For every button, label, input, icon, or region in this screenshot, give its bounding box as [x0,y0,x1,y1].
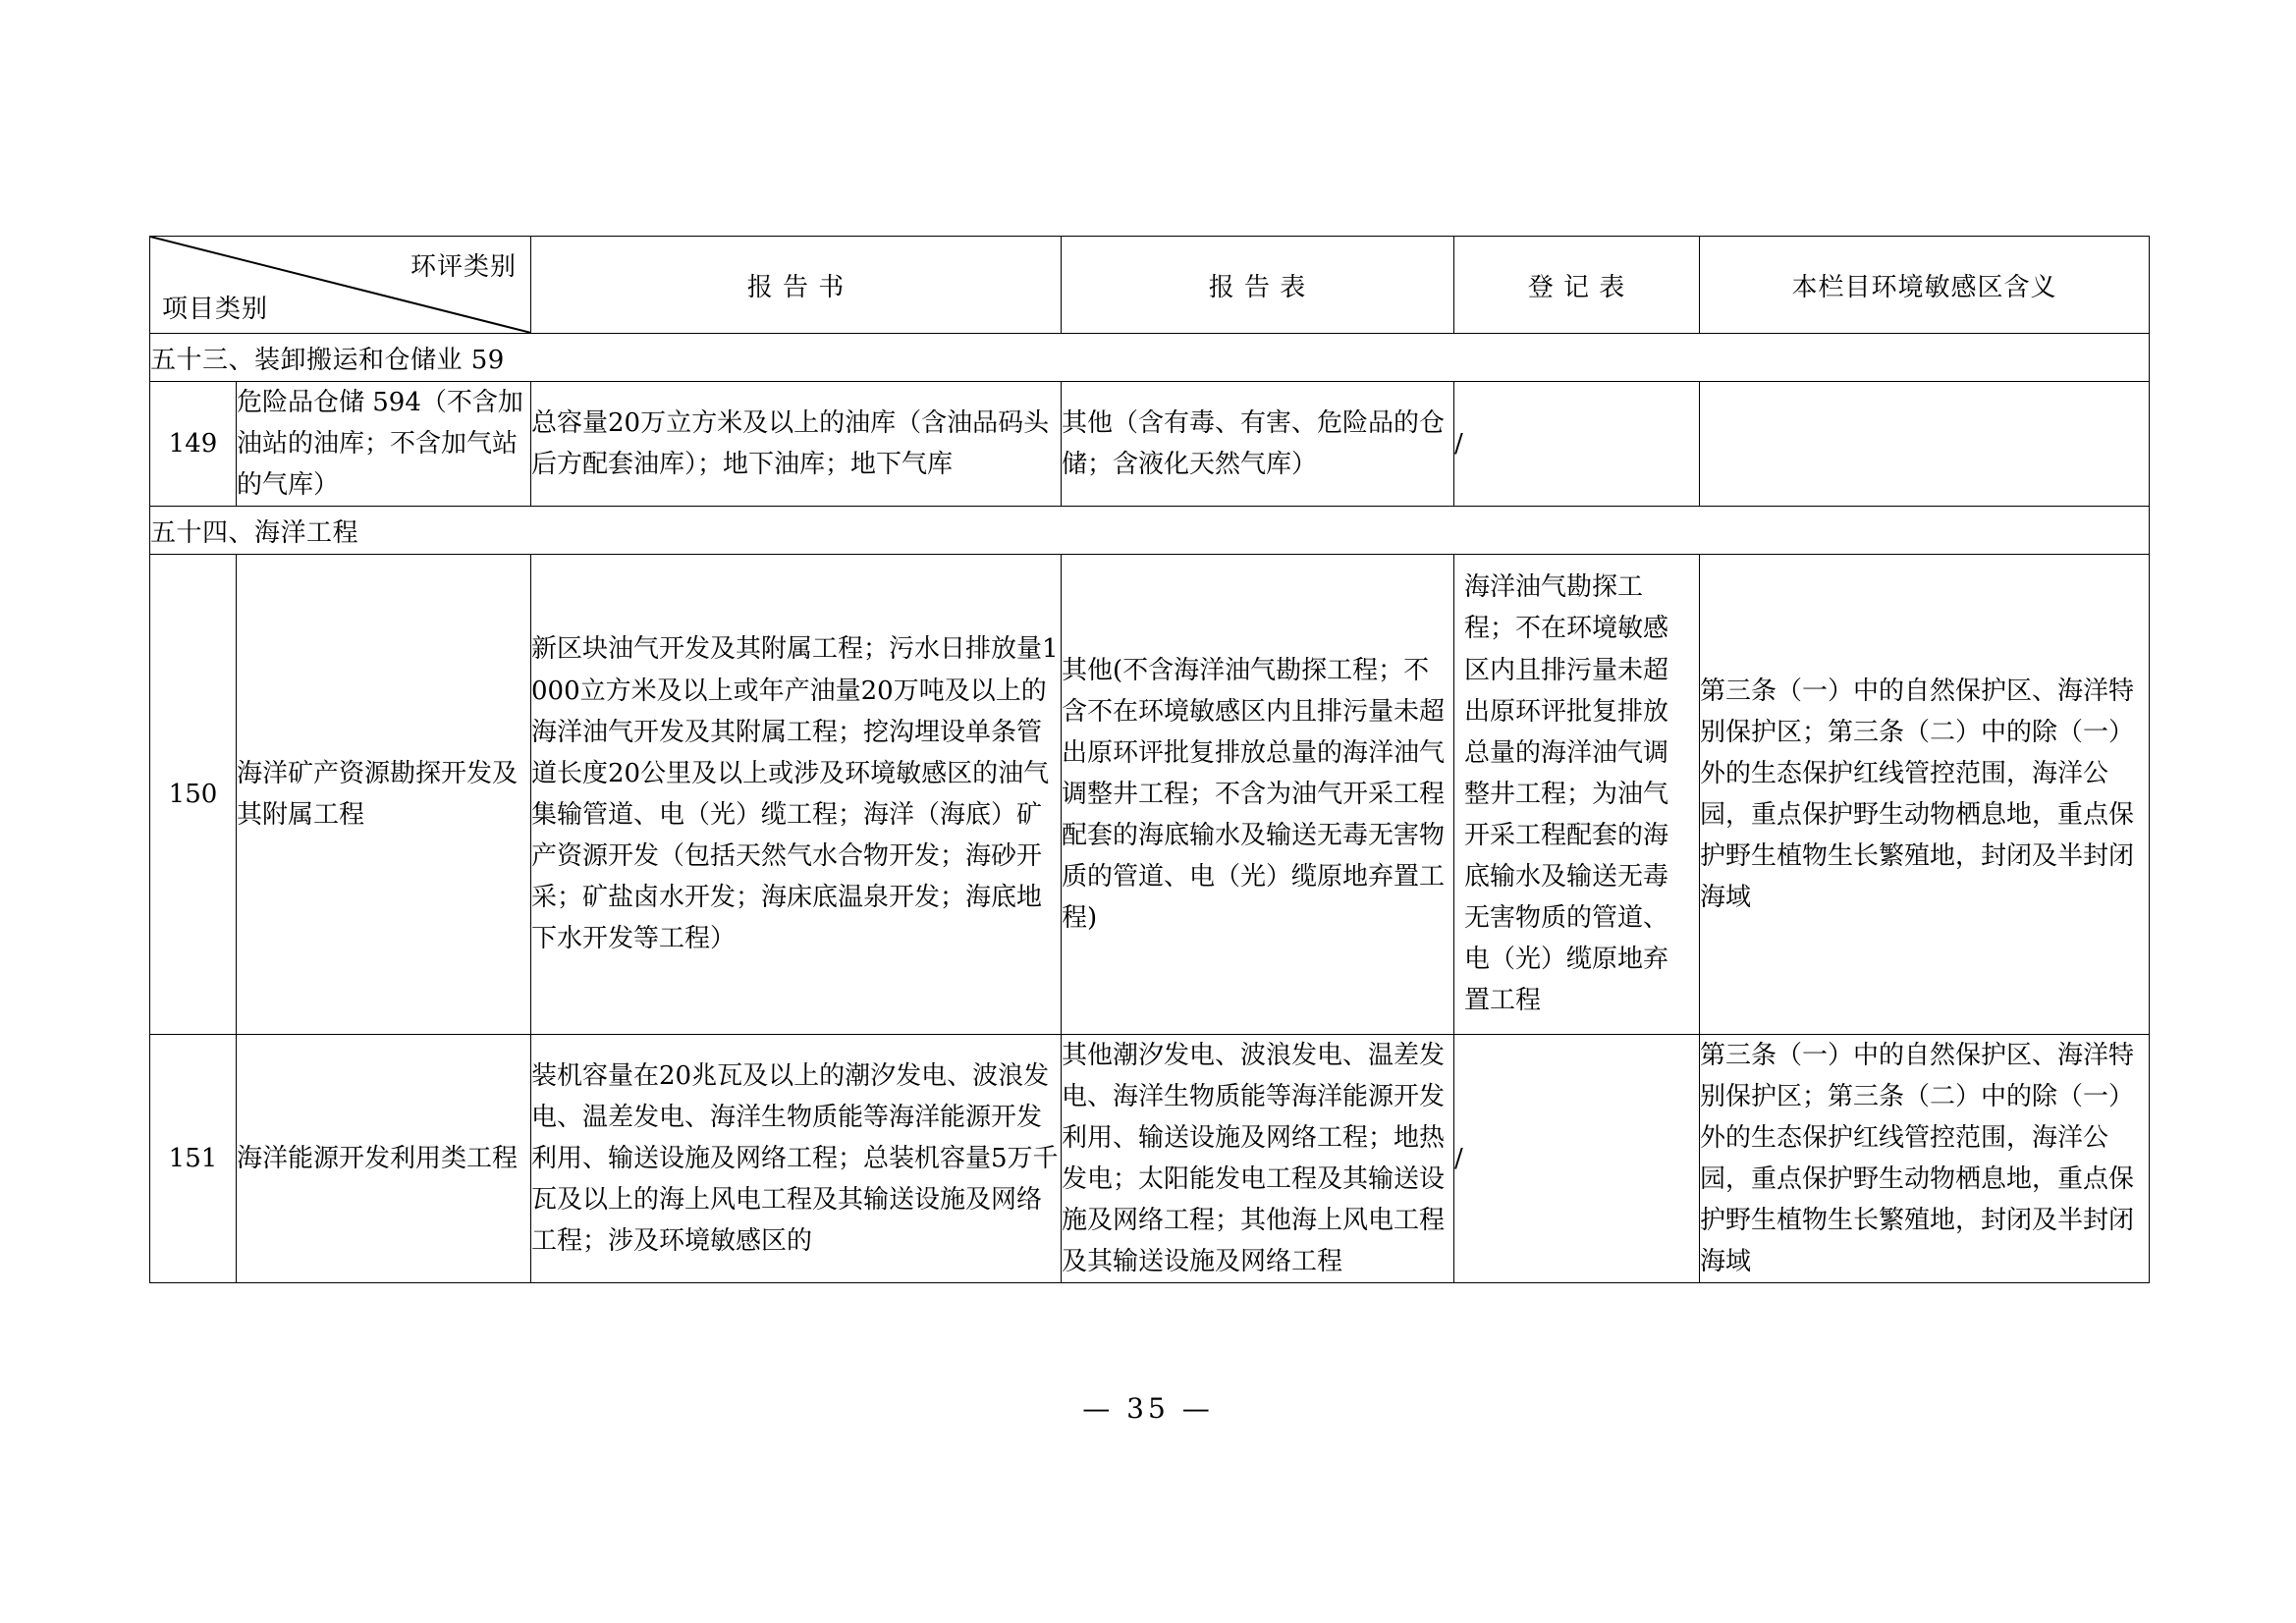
section-band-row [150,334,2150,382]
header-col-sensitive-area-meaning: 本栏目环境敏感区含义 [1700,237,2150,334]
table-row [150,382,2150,507]
section-band-row [150,507,2150,555]
header-col-registration-form: 登 记 表 [1454,237,1700,334]
header-split-corner-cell [150,237,531,334]
catalog-table-wrapper [149,236,2149,1283]
table-row [150,1034,2150,1283]
row-registration-149: / [1454,382,1700,507]
header-col-report-form: 报 告 表 [1062,237,1454,334]
row-report-form-150: 其他(不含海洋油气勘探工程；不含不在环境敏感区内且排污量未超出原环评批复排放总量的海洋油气调整井工程；不含为油气开采工程配套的海底输水及输送无毒无害物质的管道、电（光）缆原地弃置工程) [1062,555,1454,1034]
header-label-project-category: 项目类别 [162,295,269,324]
row-number-149: 149 [150,382,237,507]
section-band-label-54: 五十四、海洋工程 [150,507,2150,555]
table-row [150,555,2150,1034]
row-number-150: 150 [150,555,237,1034]
row-category-149: 危险品仓储 594（不含加油站的油库；不含加气站的气库） [237,382,531,507]
row-meaning-149 [1700,382,2150,507]
row-meaning-150: 第三条（一）中的自然保护区、海洋特别保护区；第三条（二）中的除（一）外的生态保护红线管控范围，海洋公园，重点保护野生动物栖息地，重点保护野生植物生长繁殖地，封闭及半封闭海域 [1700,555,2150,1034]
row-number-151: 151 [150,1034,237,1283]
catalog-table [149,236,2150,1283]
row-category-150: 海洋矿产资源勘探开发及其附属工程 [237,555,531,1034]
header-label-assessment-category: 环评类别 [410,252,517,282]
page-number: — 35 — [1082,1392,1214,1425]
row-registration-150: 海洋油气勘探工程；不在环境敏感区内且排污量未超出原环评批复排放总量的海洋油气调整井工程；为油气开采工程配套的海底输水及输送无毒无害物质的管道、电（光）缆原地弃置工程 [1454,555,1700,1034]
table-header-row [150,237,2150,334]
header-col-report-book: 报 告 书 [531,237,1062,334]
row-report-book-149: 总容量20万立方米及以上的油库（含油品码头后方配套油库）；地下油库；地下气库 [531,382,1062,507]
row-registration-151: / [1454,1034,1700,1283]
row-report-book-150: 新区块油气开发及其附属工程；污水日排放量1000立方米及以上或年产油量20万吨及以上的海洋油气开发及其附属工程；挖沟埋设单条管道长度20公里及以上或涉及环境敏感区的油气集输管道、电（光）缆工程；海洋（海底）矿产资源开发（包括天然气水合物开发；海砂开采；矿盐卤水开发；海床底温泉开发；海底地下水开发等工程） [531,555,1062,1034]
section-band-label-53: 五十三、装卸搬运和仓储业 59 [150,334,2150,382]
row-category-151: 海洋能源开发利用类工程 [237,1034,531,1283]
row-report-book-151: 装机容量在20兆瓦及以上的潮汐发电、波浪发电、温差发电、海洋生物质能等海洋能源开发利用、输送设施及网络工程；总装机容量5万千瓦及以上的海上风电工程及其输送设施及网络工程；涉及环境敏感区的 [531,1034,1062,1283]
row-meaning-151: 第三条（一）中的自然保护区、海洋特别保护区；第三条（二）中的除（一）外的生态保护红线管控范围，海洋公园，重点保护野生动物栖息地，重点保护野生植物生长繁殖地，封闭及半封闭海域 [1700,1034,2150,1283]
row-report-form-151: 其他潮汐发电、波浪发电、温差发电、海洋生物质能等海洋能源开发利用、输送设施及网络工程；地热发电；太阳能发电工程及其输送设施及网络工程；其他海上风电工程及其输送设施及网络工程 [1062,1034,1454,1283]
row-report-form-149: 其他（含有毒、有害、危险品的仓储；含液化天然气库） [1062,382,1454,507]
page-footer [0,1392,2296,1425]
